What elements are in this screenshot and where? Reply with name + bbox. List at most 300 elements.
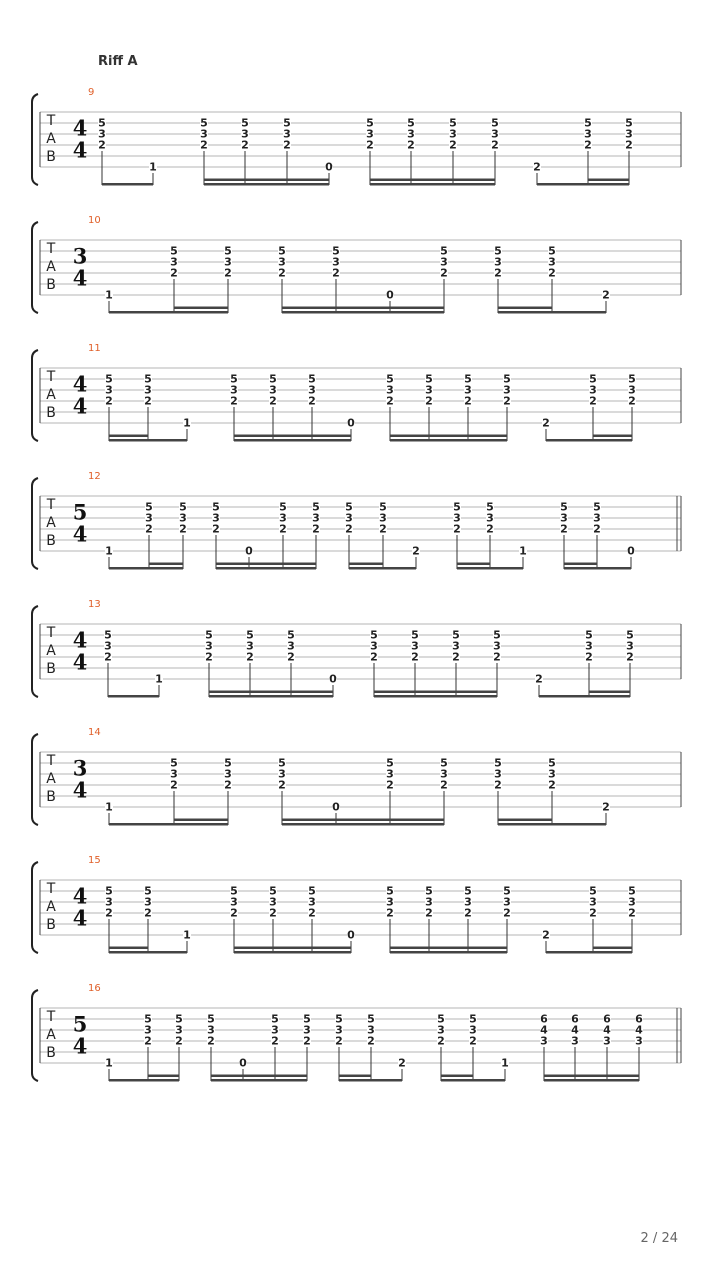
tab-clef-letter: T — [46, 753, 56, 769]
fret-number: 5 — [370, 628, 378, 642]
fret-number: 1 — [149, 160, 157, 174]
fret-number: 2 — [303, 1034, 311, 1048]
fret-number: 3 — [104, 639, 112, 653]
fret-number: 3 — [411, 639, 419, 653]
fret-number: 5 — [386, 372, 394, 386]
fret-number: 5 — [386, 884, 394, 898]
fret-number: 2 — [440, 266, 448, 280]
fret-number: 3 — [453, 511, 461, 525]
fret-number: 3 — [224, 255, 232, 269]
note-event — [571, 1013, 579, 1082]
note-event — [105, 289, 113, 314]
note-event — [386, 757, 394, 826]
note-event — [183, 417, 191, 442]
beam-primary — [498, 311, 606, 314]
note-event — [437, 1013, 445, 1082]
fret-number: 2 — [144, 1034, 152, 1048]
fret-number: 5 — [279, 500, 287, 514]
fret-number: 2 — [366, 138, 374, 152]
note-event — [325, 161, 333, 186]
note-event — [278, 757, 286, 826]
fret-number: 2 — [278, 266, 286, 280]
note-event — [224, 757, 232, 826]
fret-number: 3 — [584, 127, 592, 141]
note-event — [548, 757, 556, 826]
note-event — [308, 885, 316, 954]
fret-number: 5 — [303, 1012, 311, 1026]
fret-number: 2 — [105, 394, 113, 408]
note-event — [149, 161, 157, 186]
fret-number: 2 — [379, 522, 387, 536]
fret-number: 5 — [170, 244, 178, 258]
tab-clef-letter: A — [46, 899, 56, 915]
fret-number: 0 — [329, 672, 337, 686]
tab-clef-letter: B — [46, 277, 56, 293]
tab-system-11 — [32, 343, 681, 442]
fret-number: 2 — [200, 138, 208, 152]
fret-number: 2 — [370, 650, 378, 664]
beam-secondary — [390, 435, 507, 438]
note-event — [540, 1013, 548, 1082]
fret-number: 6 — [635, 1012, 643, 1026]
note-event — [367, 1013, 375, 1082]
fret-number: 2 — [144, 394, 152, 408]
beam-primary — [108, 695, 159, 698]
fret-number: 5 — [407, 116, 415, 130]
note-event — [542, 417, 550, 442]
fret-number: 5 — [425, 884, 433, 898]
fret-number: 3 — [603, 1034, 611, 1048]
fret-number: 5 — [493, 628, 501, 642]
fret-number: 3 — [491, 127, 499, 141]
beam-primary — [457, 567, 523, 570]
fret-number: 0 — [239, 1056, 247, 1070]
fret-number: 3 — [144, 895, 152, 909]
note-event — [230, 885, 238, 954]
fret-number: 2 — [308, 906, 316, 920]
note-event — [332, 245, 340, 314]
fret-number: 3 — [635, 1034, 643, 1048]
fret-number: 3 — [548, 767, 556, 781]
note-event — [589, 373, 597, 442]
fret-number: 3 — [246, 639, 254, 653]
note-event — [170, 757, 178, 826]
fret-number: 3 — [279, 511, 287, 525]
fret-number: 3 — [494, 255, 502, 269]
time-signature-bottom: 4 — [72, 649, 88, 675]
fret-number: 5 — [212, 500, 220, 514]
fret-number: 3 — [200, 127, 208, 141]
time-signature-top: 4 — [72, 115, 88, 141]
fret-number: 5 — [170, 756, 178, 770]
fret-number: 5 — [224, 756, 232, 770]
note-event — [593, 501, 601, 570]
time-signature-bottom: 4 — [72, 905, 88, 931]
fret-number: 3 — [386, 767, 394, 781]
note-event — [548, 245, 556, 314]
note-event — [332, 801, 340, 826]
fret-number: 3 — [212, 511, 220, 525]
fret-number: 6 — [603, 1012, 611, 1026]
measure-number: 13 — [88, 599, 101, 610]
fret-number: 5 — [494, 244, 502, 258]
fret-number: 3 — [449, 127, 457, 141]
beam-primary — [109, 951, 187, 954]
fret-number: 2 — [105, 906, 113, 920]
fret-number: 3 — [628, 383, 636, 397]
beam-primary — [109, 439, 187, 442]
beam-primary — [109, 567, 183, 570]
tab-clef-letter: T — [46, 881, 56, 897]
fret-number: 5 — [548, 244, 556, 258]
beam-secondary — [589, 691, 630, 694]
fret-number: 3 — [379, 511, 387, 525]
fret-number: 3 — [269, 383, 277, 397]
fret-number: 5 — [269, 372, 277, 386]
note-event — [602, 289, 610, 314]
fret-number: 5 — [308, 884, 316, 898]
fret-number: 5 — [628, 884, 636, 898]
fret-number: 0 — [332, 800, 340, 814]
fret-number: 5 — [224, 244, 232, 258]
system-bracket — [32, 94, 38, 185]
fret-number: 3 — [303, 1023, 311, 1037]
fret-number: 5 — [179, 500, 187, 514]
note-event — [628, 373, 636, 442]
fret-number: 3 — [175, 1023, 183, 1037]
fret-number: 3 — [386, 895, 394, 909]
fret-number: 5 — [175, 1012, 183, 1026]
fret-number: 3 — [440, 255, 448, 269]
fret-number: 3 — [425, 383, 433, 397]
fret-number: 1 — [105, 800, 113, 814]
fret-number: 3 — [626, 639, 634, 653]
fret-number: 1 — [519, 544, 527, 558]
fret-number: 3 — [464, 895, 472, 909]
beam-primary — [211, 1079, 307, 1082]
tab-system-10 — [32, 215, 681, 314]
tab-clef-letter: A — [46, 1027, 56, 1043]
fret-number: 4 — [540, 1023, 548, 1037]
note-event — [366, 117, 374, 186]
tab-clef-letter: T — [46, 625, 56, 641]
note-event — [347, 417, 355, 442]
fret-number: 2 — [205, 650, 213, 664]
beam-primary — [109, 823, 228, 826]
beam-secondary — [498, 307, 552, 310]
fret-number: 2 — [493, 650, 501, 664]
fret-number: 5 — [491, 116, 499, 130]
fret-number: 5 — [308, 372, 316, 386]
fret-number: 6 — [571, 1012, 579, 1026]
fret-number: 2 — [452, 650, 460, 664]
fret-number: 4 — [635, 1023, 643, 1037]
fret-number: 5 — [145, 500, 153, 514]
fret-number: 2 — [533, 160, 541, 174]
measure-number: 9 — [88, 87, 95, 98]
fret-number: 3 — [269, 895, 277, 909]
fret-number: 2 — [584, 138, 592, 152]
tab-clef-letter: A — [46, 643, 56, 659]
beam-primary — [209, 695, 333, 698]
tab-clef-letter: B — [46, 149, 56, 165]
tab-clef-letter: T — [46, 241, 56, 257]
fret-number: 2 — [230, 906, 238, 920]
fret-number: 2 — [207, 1034, 215, 1048]
fret-number: 2 — [175, 1034, 183, 1048]
fret-number: 3 — [548, 255, 556, 269]
note-event — [269, 373, 277, 442]
fret-number: 5 — [585, 628, 593, 642]
fret-number: 3 — [503, 383, 511, 397]
fret-number: 2 — [449, 138, 457, 152]
system-bracket — [32, 606, 38, 697]
fret-number: 5 — [332, 244, 340, 258]
fret-number: 5 — [464, 884, 472, 898]
fret-number: 5 — [440, 244, 448, 258]
fret-number: 5 — [105, 372, 113, 386]
time-signature-bottom: 4 — [72, 137, 88, 163]
fret-number: 5 — [589, 372, 597, 386]
note-event — [271, 1013, 279, 1082]
fret-number: 0 — [325, 160, 333, 174]
tab-clef-letter: B — [46, 789, 56, 805]
fret-number: 2 — [602, 288, 610, 302]
beam-secondary — [390, 947, 507, 950]
fret-number: 2 — [398, 1056, 406, 1070]
fret-number: 3 — [241, 127, 249, 141]
fret-number: 2 — [548, 778, 556, 792]
fret-number: 2 — [241, 138, 249, 152]
fret-number: 3 — [486, 511, 494, 525]
fret-number: 5 — [144, 884, 152, 898]
fret-number: 2 — [425, 906, 433, 920]
fret-number: 2 — [170, 778, 178, 792]
fret-number: 3 — [271, 1023, 279, 1037]
fret-number: 5 — [440, 756, 448, 770]
fret-number: 5 — [283, 116, 291, 130]
measure-number: 16 — [88, 983, 101, 994]
note-event — [230, 373, 238, 442]
fret-number: 2 — [230, 394, 238, 408]
fret-number: 3 — [440, 767, 448, 781]
fret-number: 2 — [469, 1034, 477, 1048]
fret-number: 2 — [440, 778, 448, 792]
time-signature-bottom: 4 — [72, 1033, 88, 1059]
system-bracket — [32, 990, 38, 1081]
beam-primary — [441, 1079, 505, 1082]
note-event — [603, 1013, 611, 1082]
fret-number: 3 — [105, 383, 113, 397]
fret-number: 5 — [452, 628, 460, 642]
note-event — [625, 117, 633, 186]
beam-secondary — [498, 819, 552, 822]
note-event — [105, 373, 113, 442]
fret-number: 3 — [452, 639, 460, 653]
fret-number: 3 — [308, 895, 316, 909]
note-event — [105, 1057, 113, 1082]
fret-number: 3 — [493, 639, 501, 653]
note-event — [144, 1013, 152, 1082]
note-event — [212, 501, 220, 570]
note-event — [589, 885, 597, 954]
fret-number: 3 — [494, 767, 502, 781]
beam-secondary — [593, 947, 632, 950]
fret-number: 5 — [628, 372, 636, 386]
fret-number: 3 — [98, 127, 106, 141]
fret-number: 3 — [425, 895, 433, 909]
fret-number: 2 — [585, 650, 593, 664]
fret-number: 5 — [335, 1012, 343, 1026]
fret-number: 5 — [269, 884, 277, 898]
beam-primary — [204, 183, 329, 186]
fret-number: 3 — [370, 639, 378, 653]
note-event — [312, 501, 320, 570]
note-event — [449, 117, 457, 186]
beam-secondary — [564, 563, 597, 566]
beam-secondary — [209, 691, 333, 694]
fret-number: 3 — [589, 383, 597, 397]
note-event — [104, 629, 112, 698]
fret-number: 3 — [593, 511, 601, 525]
note-event — [246, 629, 254, 698]
beam-primary — [544, 1079, 639, 1082]
fret-number: 2 — [308, 394, 316, 408]
fret-number: 2 — [542, 928, 550, 942]
tab-system-12 — [32, 471, 681, 570]
note-event — [224, 245, 232, 314]
fret-number: 5 — [98, 116, 106, 130]
tab-system-15 — [32, 855, 681, 954]
fret-number: 5 — [105, 884, 113, 898]
fret-number: 2 — [412, 544, 420, 558]
fret-number: 2 — [335, 1034, 343, 1048]
fret-number: 3 — [207, 1023, 215, 1037]
beam-secondary — [109, 435, 148, 438]
beam-secondary — [374, 691, 497, 694]
measure-number: 14 — [88, 727, 101, 738]
fret-number: 2 — [144, 906, 152, 920]
fret-number: 5 — [386, 756, 394, 770]
fret-number: 2 — [170, 266, 178, 280]
fret-number: 2 — [625, 138, 633, 152]
fret-number: 2 — [269, 906, 277, 920]
beam-primary — [546, 439, 632, 442]
time-signature-top: 4 — [72, 371, 88, 397]
fret-number: 2 — [548, 266, 556, 280]
fret-number: 2 — [145, 522, 153, 536]
beam-primary — [339, 1079, 402, 1082]
tab-clef-letter: A — [46, 259, 56, 275]
fret-number: 2 — [104, 650, 112, 664]
beam-primary — [390, 439, 507, 442]
fret-number: 5 — [626, 628, 634, 642]
beam-secondary — [204, 179, 329, 182]
fret-number: 5 — [367, 1012, 375, 1026]
note-event — [144, 373, 152, 442]
beam-secondary — [339, 1075, 371, 1078]
fret-number: 5 — [453, 500, 461, 514]
fret-number: 2 — [224, 266, 232, 280]
beam-secondary — [588, 179, 629, 182]
time-signature-top: 4 — [72, 627, 88, 653]
beam-primary — [537, 183, 629, 186]
riff-label: Riff A — [98, 54, 138, 69]
note-event — [464, 885, 472, 954]
fret-number: 3 — [589, 895, 597, 909]
fret-number: 3 — [287, 639, 295, 653]
fret-number: 2 — [542, 416, 550, 430]
fret-number: 5 — [625, 116, 633, 130]
fret-number: 5 — [345, 500, 353, 514]
fret-number: 2 — [345, 522, 353, 536]
beam-secondary — [216, 563, 316, 566]
note-event — [560, 501, 568, 570]
tab-clef-letter: A — [46, 387, 56, 403]
note-event — [179, 501, 187, 570]
fret-number: 0 — [386, 288, 394, 302]
fret-number: 3 — [540, 1034, 548, 1048]
fret-number: 5 — [486, 500, 494, 514]
fret-number: 1 — [183, 416, 191, 430]
fret-number: 2 — [278, 778, 286, 792]
note-event — [308, 373, 316, 442]
tab-clef-letter: A — [46, 771, 56, 787]
note-event — [486, 501, 494, 570]
fret-number: 2 — [535, 672, 543, 686]
fret-number: 5 — [425, 372, 433, 386]
note-event — [585, 629, 593, 698]
note-event — [278, 245, 286, 314]
fret-number: 2 — [589, 906, 597, 920]
time-signature-bottom: 4 — [72, 265, 88, 291]
fret-number: 2 — [287, 650, 295, 664]
beam-primary — [370, 183, 495, 186]
fret-number: 3 — [283, 127, 291, 141]
tab-clef-letter: B — [46, 533, 56, 549]
beam-secondary — [457, 563, 490, 566]
fret-number: 5 — [205, 628, 213, 642]
fret-number: 3 — [278, 767, 286, 781]
fret-number: 5 — [379, 500, 387, 514]
beam-secondary — [593, 435, 632, 438]
fret-number: 3 — [308, 383, 316, 397]
beam-secondary — [149, 563, 183, 566]
fret-number: 3 — [437, 1023, 445, 1037]
fret-number: 1 — [105, 288, 113, 302]
tab-clef-letter: T — [46, 497, 56, 513]
fret-number: 5 — [271, 1012, 279, 1026]
tab-clef-letter: B — [46, 405, 56, 421]
note-event — [533, 161, 541, 186]
fret-number: 2 — [503, 394, 511, 408]
fret-number: 3 — [278, 255, 286, 269]
fret-number: 3 — [312, 511, 320, 525]
measure-number: 15 — [88, 855, 101, 866]
tab-clef-letter: T — [46, 113, 56, 129]
time-signature-top: 5 — [72, 1011, 88, 1037]
fret-number: 5 — [464, 372, 472, 386]
note-event — [584, 117, 592, 186]
time-signature-bottom: 4 — [72, 393, 88, 419]
measure-number: 10 — [88, 215, 101, 226]
system-bracket — [32, 478, 38, 569]
fret-number: 0 — [347, 928, 355, 942]
tab-clef-letter: B — [46, 1045, 56, 1061]
note-event — [386, 289, 394, 314]
fret-number: 2 — [593, 522, 601, 536]
note-event — [453, 501, 461, 570]
